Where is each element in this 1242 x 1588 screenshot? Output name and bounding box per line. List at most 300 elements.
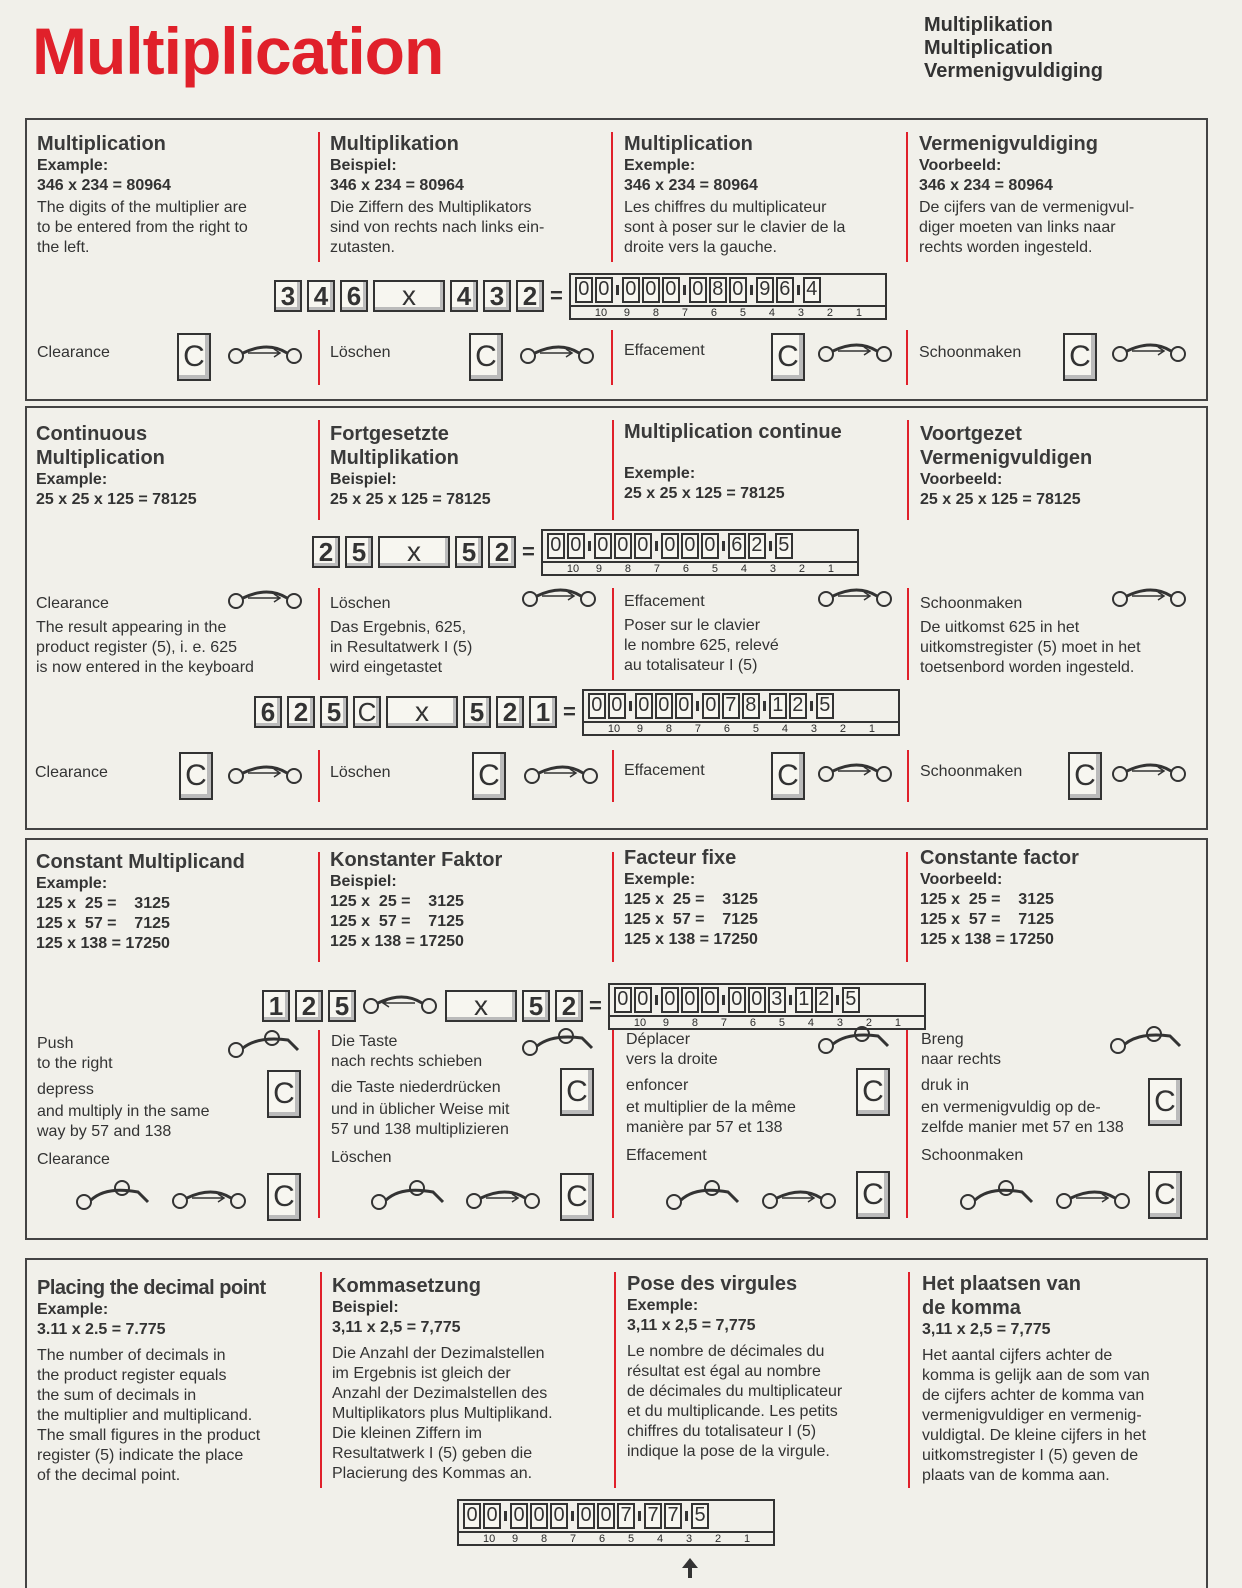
position-number: 9 [662, 1016, 669, 1029]
register-cells [569, 273, 887, 307]
page-title: Multiplication [32, 14, 444, 88]
clear-key[interactable]: C [1148, 1078, 1182, 1126]
position-number: 3 [836, 1016, 843, 1029]
push-label: naar rechts [921, 1051, 1002, 1068]
position-number: 7 [720, 1016, 727, 1029]
position-number: 5 [628, 1532, 635, 1545]
lever-left-icon [363, 993, 439, 1019]
clear-label: Effacement [624, 342, 705, 359]
example-label: Exemple: [624, 157, 696, 174]
position-number: 7 [570, 1532, 577, 1545]
divider [906, 1030, 908, 1218]
key[interactable]: 6 [340, 280, 368, 312]
register-digit: 0 [594, 533, 612, 559]
equals-sign: = [522, 539, 535, 564]
heading: Vermenigvuldiging [919, 133, 1098, 155]
key[interactable]: 3 [483, 280, 511, 312]
example: 125 x 57 = 7125 [330, 913, 464, 930]
product-register [582, 689, 900, 736]
register-digit: 0 [547, 533, 565, 559]
position-number: 10 [633, 1016, 647, 1029]
clear-key[interactable]: C [472, 752, 506, 800]
divider [611, 330, 613, 385]
key[interactable]: 1 [262, 990, 290, 1022]
register-digit: 0 [634, 533, 652, 559]
text-line: the product register equals [37, 1367, 227, 1384]
lever-push-right-icon [228, 1030, 304, 1060]
clear-key[interactable]: C [771, 333, 805, 381]
position-number: 10 [607, 722, 621, 735]
clear-label: Effacement [624, 593, 705, 610]
register-digit: 0 [701, 987, 719, 1013]
lever-icon [1112, 586, 1188, 612]
lever-icon [524, 763, 600, 789]
divider [318, 330, 320, 385]
register-digit: 7 [722, 693, 740, 719]
multiply-key[interactable]: x [386, 696, 458, 728]
position-number: 9 [636, 722, 643, 735]
register-digit: 0 [608, 693, 626, 719]
text-line: au totalisateur I (5) [624, 657, 758, 674]
position-number: 9 [512, 1532, 519, 1545]
position-number: 1 [868, 722, 875, 735]
decimal-marker [836, 995, 839, 1005]
subtitle-fr: Multiplication [924, 37, 1053, 59]
register-digit: 0 [728, 987, 746, 1013]
key[interactable]: 4 [307, 280, 335, 312]
register-digit: 0 [675, 693, 693, 719]
register-digit: 5 [842, 987, 860, 1013]
divider [907, 750, 909, 802]
key[interactable]: 5 [522, 990, 550, 1022]
example: 25 x 25 x 125 = 78125 [330, 491, 491, 508]
example: 3,11 x 2,5 = 7,775 [627, 1317, 756, 1334]
position-number: 5 [778, 1016, 785, 1029]
multiply-key[interactable]: x [378, 536, 450, 568]
register-row [457, 1502, 775, 1545]
heading: Multiplikation [330, 133, 459, 155]
register-digit: 0 [748, 987, 766, 1013]
position-number: 1 [855, 306, 862, 319]
example: 25 x 25 x 125 = 78125 [920, 491, 1081, 508]
example: 346 x 234 = 80964 [624, 177, 758, 194]
heading: Multiplication [36, 447, 165, 469]
decimal-marker [722, 541, 725, 551]
heading: Facteur fixe [624, 847, 737, 869]
register-digit: 9 [756, 277, 774, 303]
text-line: The result appearing in the [36, 619, 227, 636]
decimal-marker [797, 285, 800, 295]
register-position-numbers [541, 563, 859, 576]
decimal-marker [722, 995, 725, 1005]
divider [907, 588, 909, 680]
register-digit: 8 [742, 693, 760, 719]
text-line: register (5) indicate the place [37, 1447, 244, 1464]
decimal-marker [571, 1511, 574, 1521]
product-register [569, 273, 887, 320]
text-line: rechts worden ingesteld. [919, 239, 1093, 256]
register-digit: 0 [550, 1503, 568, 1529]
lever-icon [466, 1188, 542, 1214]
key[interactable]: 4 [450, 280, 478, 312]
position-number: 3 [769, 562, 776, 575]
example: 125 x 25 = 3125 [36, 895, 170, 912]
decimal-marker [638, 1511, 641, 1521]
keyboard-row [274, 276, 887, 319]
text-line: le nombre 625, relevé [624, 637, 779, 654]
heading: Multiplication continue [624, 421, 842, 443]
heading: Pose des virgules [627, 1273, 798, 1295]
position-number: 9 [623, 306, 630, 319]
keyboard-row [262, 986, 926, 1029]
text-line: vuldigtal. De kleine cijfers in het [922, 1427, 1147, 1444]
text-line: chiffres du totalisateur I (5) [627, 1423, 817, 1440]
register-digit: 1 [795, 987, 813, 1013]
s3-col-de [330, 848, 605, 952]
text-line: Het aantal cijfers achter de [922, 1347, 1113, 1364]
divider [906, 852, 908, 962]
text-line: sind von rechts nach links ein- [330, 219, 545, 236]
text-line: et multiplier de la même [626, 1099, 796, 1116]
clear-key[interactable]: C [856, 1171, 890, 1219]
text-line: vermenigvuldiger en vermenig- [922, 1407, 1142, 1424]
example-label: Example: [36, 471, 108, 488]
key[interactable]: 2 [312, 536, 340, 568]
example: 125 x 25 = 3125 [624, 891, 758, 908]
text-line: de cijfers achter de komma van [922, 1387, 1145, 1404]
clear-label: Schoonmaken [919, 344, 1022, 361]
example-label: Exemple: [624, 871, 696, 888]
push-label: to the right [37, 1055, 113, 1072]
position-number: 2 [839, 722, 846, 735]
clear-key[interactable]: C [771, 752, 805, 800]
register-digit: 0 [614, 987, 632, 1013]
key[interactable]: 3 [274, 280, 302, 312]
register-digit: 0 [575, 277, 593, 303]
decimal-marker [683, 285, 686, 295]
position-number: 6 [599, 1532, 606, 1545]
register-position-numbers [457, 1533, 775, 1546]
text-line: of the decimal point. [37, 1467, 181, 1484]
heading: Continuous [36, 423, 148, 445]
register-digit: 1 [769, 693, 787, 719]
text-line: is now entered in the keyboard [36, 659, 254, 676]
register-digit: 6 [776, 277, 794, 303]
text-line: Das Ergebnis, 625, [330, 619, 467, 636]
register-digit: 0 [729, 277, 747, 303]
register-digit: 2 [815, 987, 833, 1013]
decimal-marker [810, 701, 813, 711]
key[interactable]: 5 [455, 536, 483, 568]
lever-clear-icon [960, 1180, 1040, 1210]
example: 25 x 25 x 125 = 78125 [624, 485, 785, 502]
key[interactable]: 5 [328, 990, 356, 1022]
position-number: 2 [798, 562, 805, 575]
s1-col-en [37, 132, 307, 258]
text-line: Poser sur le clavier [624, 617, 761, 634]
clear-key[interactable]: C [267, 1070, 301, 1118]
clear-key[interactable]: C [179, 752, 213, 800]
key[interactable]: 2 [496, 696, 524, 728]
key[interactable]: 2 [287, 696, 315, 728]
decimal-marker [655, 541, 658, 551]
clear-key[interactable]: C [560, 1068, 594, 1116]
example: 346 x 234 = 80964 [330, 177, 464, 194]
lever-icon [762, 1188, 838, 1214]
push-label: vers la droite [626, 1051, 718, 1068]
register-digit: 0 [530, 1503, 548, 1529]
key[interactable]: 5 [463, 696, 491, 728]
key[interactable]: 2 [488, 536, 516, 568]
register-digit: 0 [662, 277, 680, 303]
text-line: the multiplier and multiplicand. [37, 1407, 253, 1424]
heading: Placing the decimal point [37, 1277, 266, 1299]
register-digit: 0 [661, 533, 679, 559]
register-digit: 0 [463, 1503, 481, 1529]
s4-col-en [37, 1276, 317, 1486]
lever-clear-icon [666, 1180, 746, 1210]
divider [318, 588, 320, 680]
position-number: 7 [694, 722, 701, 735]
position-number: 3 [810, 722, 817, 735]
clear-label: Schoonmaken [921, 1147, 1024, 1164]
example-label: Example: [37, 1301, 109, 1318]
text-line: zelfde manier met 57 en 138 [921, 1119, 1124, 1136]
position-number: 4 [740, 562, 747, 575]
key[interactable]: 5 [345, 536, 373, 568]
lever-icon [522, 586, 598, 612]
s2-col-en [36, 422, 311, 510]
heading: Vermenigvuldigen [920, 447, 1093, 469]
heading: Voortgezet [920, 423, 1022, 445]
key[interactable]: 2 [516, 280, 544, 312]
register-digit: 0 [689, 277, 707, 303]
position-number: 8 [624, 562, 631, 575]
register-digit: 0 [635, 693, 653, 719]
text-line: wird eingetastet [330, 659, 443, 676]
s4-col-nl [922, 1272, 1207, 1486]
example-label: Beispiel: [330, 873, 397, 890]
heading: Constante factor [920, 847, 1079, 869]
decimal-marker [616, 285, 619, 295]
key[interactable]: 5 [320, 696, 348, 728]
divider [611, 132, 613, 262]
divider [320, 1272, 322, 1488]
text-line: de décimales du multiplicateur [627, 1383, 843, 1400]
clear-key[interactable]: C [1068, 752, 1102, 800]
lever-icon [818, 761, 894, 787]
register-digit: 0 [681, 987, 699, 1013]
example-label: Beispiel: [330, 471, 397, 488]
s2-col-nl [920, 422, 1200, 510]
position-number: 4 [657, 1532, 664, 1545]
multiply-key[interactable]: x [445, 990, 517, 1022]
example: 25 x 25 x 125 = 78125 [36, 491, 197, 508]
example-label: Example: [36, 875, 108, 892]
example: 346 x 234 = 80964 [37, 177, 171, 194]
position-number: 6 [682, 562, 689, 575]
key[interactable]: 2 [295, 990, 323, 1022]
position-number: 4 [781, 722, 788, 735]
lever-push-right-icon [1110, 1026, 1186, 1056]
s1-col-nl [919, 132, 1199, 258]
text-line: droite vers la gauche. [624, 239, 777, 256]
text-line: uitkomstregister (5) moet in het [920, 639, 1141, 656]
text-line: manière par 57 et 138 [626, 1119, 783, 1136]
push-label: Push [37, 1035, 74, 1052]
position-number: 8 [691, 1016, 698, 1029]
example-label: Beispiel: [330, 157, 397, 174]
position-number: 10 [483, 1532, 496, 1545]
divider [906, 330, 908, 385]
product-register [541, 529, 859, 576]
register-digit: 0 [510, 1503, 528, 1529]
decimal-marker [789, 995, 792, 1005]
lever-icon [1056, 1188, 1132, 1214]
example-label: Exemple: [627, 1297, 699, 1314]
clear-key[interactable]: C [560, 1173, 594, 1221]
clear-key[interactable]: C [177, 333, 211, 381]
position-number: 5 [711, 562, 718, 575]
clear-key[interactable]: C [1148, 1171, 1182, 1219]
text-line: Resultatwerk I (5) geben die [332, 1445, 533, 1462]
heading: Fortgesetzte [330, 423, 449, 445]
text-line: De uitkomst 625 in het [920, 619, 1080, 636]
product-register [457, 1499, 775, 1546]
text-line: et du multiplicande. Les petits [627, 1403, 838, 1420]
clear-label: Löschen [330, 764, 391, 781]
divider [906, 132, 908, 262]
text-line: to be entered from the right to [37, 219, 248, 236]
register-digit: 6 [728, 533, 746, 559]
register-digit: 2 [748, 533, 766, 559]
heading: Multiplication [624, 133, 753, 155]
register-digit: 0 [642, 277, 660, 303]
text-line: en vermenigvuldig op de- [921, 1099, 1101, 1116]
decimal-marker [685, 1511, 688, 1521]
s2-col-de [330, 422, 605, 510]
decimal-marker [763, 701, 766, 711]
s3-col-nl [920, 846, 1200, 950]
text-line: Placierung des Kommas an. [332, 1465, 533, 1482]
text-line: sont à poser sur le clavier de la [624, 219, 846, 236]
subtitle-de: Multiplikation [924, 14, 1053, 36]
equals-sign: = [550, 283, 563, 308]
register-digit: 7 [617, 1503, 635, 1529]
clear-label: Clearance [36, 595, 109, 612]
decimal-marker [504, 1511, 507, 1521]
position-number: 4 [768, 306, 775, 319]
clear-key[interactable]: C [469, 333, 503, 381]
position-number: 4 [807, 1016, 814, 1029]
position-number: 1 [827, 562, 834, 575]
lever-icon [818, 341, 894, 367]
depress-label: druk in [921, 1077, 970, 1094]
clear-label: Effacement [626, 1147, 707, 1164]
divider [612, 1030, 614, 1218]
position-number: 5 [752, 722, 759, 735]
push-label: Déplacer [626, 1031, 691, 1048]
divider [318, 1030, 320, 1218]
position-number: 2 [715, 1532, 722, 1545]
lever-icon [228, 343, 304, 369]
register-digit: 0 [655, 693, 673, 719]
text-line: The small figures in the product [37, 1427, 261, 1444]
clear-key[interactable]: C [353, 696, 381, 728]
key[interactable]: 2 [555, 990, 583, 1022]
register-digit: 0 [622, 277, 640, 303]
decimal-marker [750, 285, 753, 295]
heading: Kommasetzung [332, 1275, 481, 1297]
lever-clear-icon [76, 1180, 156, 1210]
lever-icon [172, 1188, 248, 1214]
text-line: komma is gelijk aan de som van [922, 1367, 1150, 1384]
clear-label: Clearance [35, 764, 108, 781]
s1-col-de [330, 132, 600, 258]
register-position-numbers [582, 723, 900, 736]
example: 125 x 138 = 17250 [330, 933, 464, 950]
text-line: the left. [37, 239, 90, 256]
register-cells [582, 689, 900, 723]
push-label: Die Taste [331, 1033, 398, 1050]
clear-key[interactable]: C [267, 1173, 301, 1221]
text-line: Anzahl der Dezimalstellen des [332, 1385, 548, 1402]
lever-icon [1112, 341, 1188, 367]
register-digit: 5 [816, 693, 834, 719]
register-digit: 2 [789, 693, 807, 719]
keyboard-row [312, 532, 859, 575]
clear-label: Clearance [37, 344, 110, 361]
register-digit: 5 [691, 1503, 709, 1529]
register-digit: 7 [644, 1503, 662, 1529]
register-digit: 3 [768, 987, 786, 1013]
position-number: 6 [723, 722, 730, 735]
position-number: 8 [665, 722, 672, 735]
position-number: 10 [566, 562, 580, 575]
divider [908, 1272, 910, 1488]
register-cells [541, 529, 859, 563]
example: 3.11 x 2.5 = 7.775 [37, 1321, 166, 1338]
depress-label: enfoncer [626, 1077, 689, 1094]
key[interactable]: 1 [529, 696, 557, 728]
heading: Konstanter Faktor [330, 849, 503, 871]
register-digit: 0 [681, 533, 699, 559]
register-digit: 8 [709, 277, 727, 303]
heading: Multiplication [37, 133, 166, 155]
register-cells [608, 983, 926, 1017]
clear-key[interactable]: C [1063, 333, 1097, 381]
example-label: Beispiel: [332, 1299, 399, 1316]
s3-col-en [36, 850, 311, 954]
example-label: Voorbeeld: [920, 871, 1003, 888]
position-number: 6 [710, 306, 717, 319]
text-line: Die kleinen Ziffern im [332, 1425, 482, 1442]
clear-label: Schoonmaken [920, 763, 1023, 780]
text-line: 57 und 138 multiplizieren [331, 1121, 509, 1138]
text-line: Die Ziffern des Multiplikators [330, 199, 532, 216]
divider [612, 852, 614, 962]
key[interactable]: 6 [254, 696, 282, 728]
text-line: and multiply in the same [37, 1103, 210, 1120]
register-digit: 0 [483, 1503, 501, 1529]
lever-push-right-icon [522, 1028, 598, 1058]
divider [318, 132, 320, 262]
register-cells [457, 1499, 775, 1533]
example: 125 x 138 = 17250 [36, 935, 170, 952]
clear-key[interactable]: C [856, 1068, 890, 1116]
multiply-key[interactable]: x [373, 280, 445, 312]
example-label: Example: [37, 157, 109, 174]
